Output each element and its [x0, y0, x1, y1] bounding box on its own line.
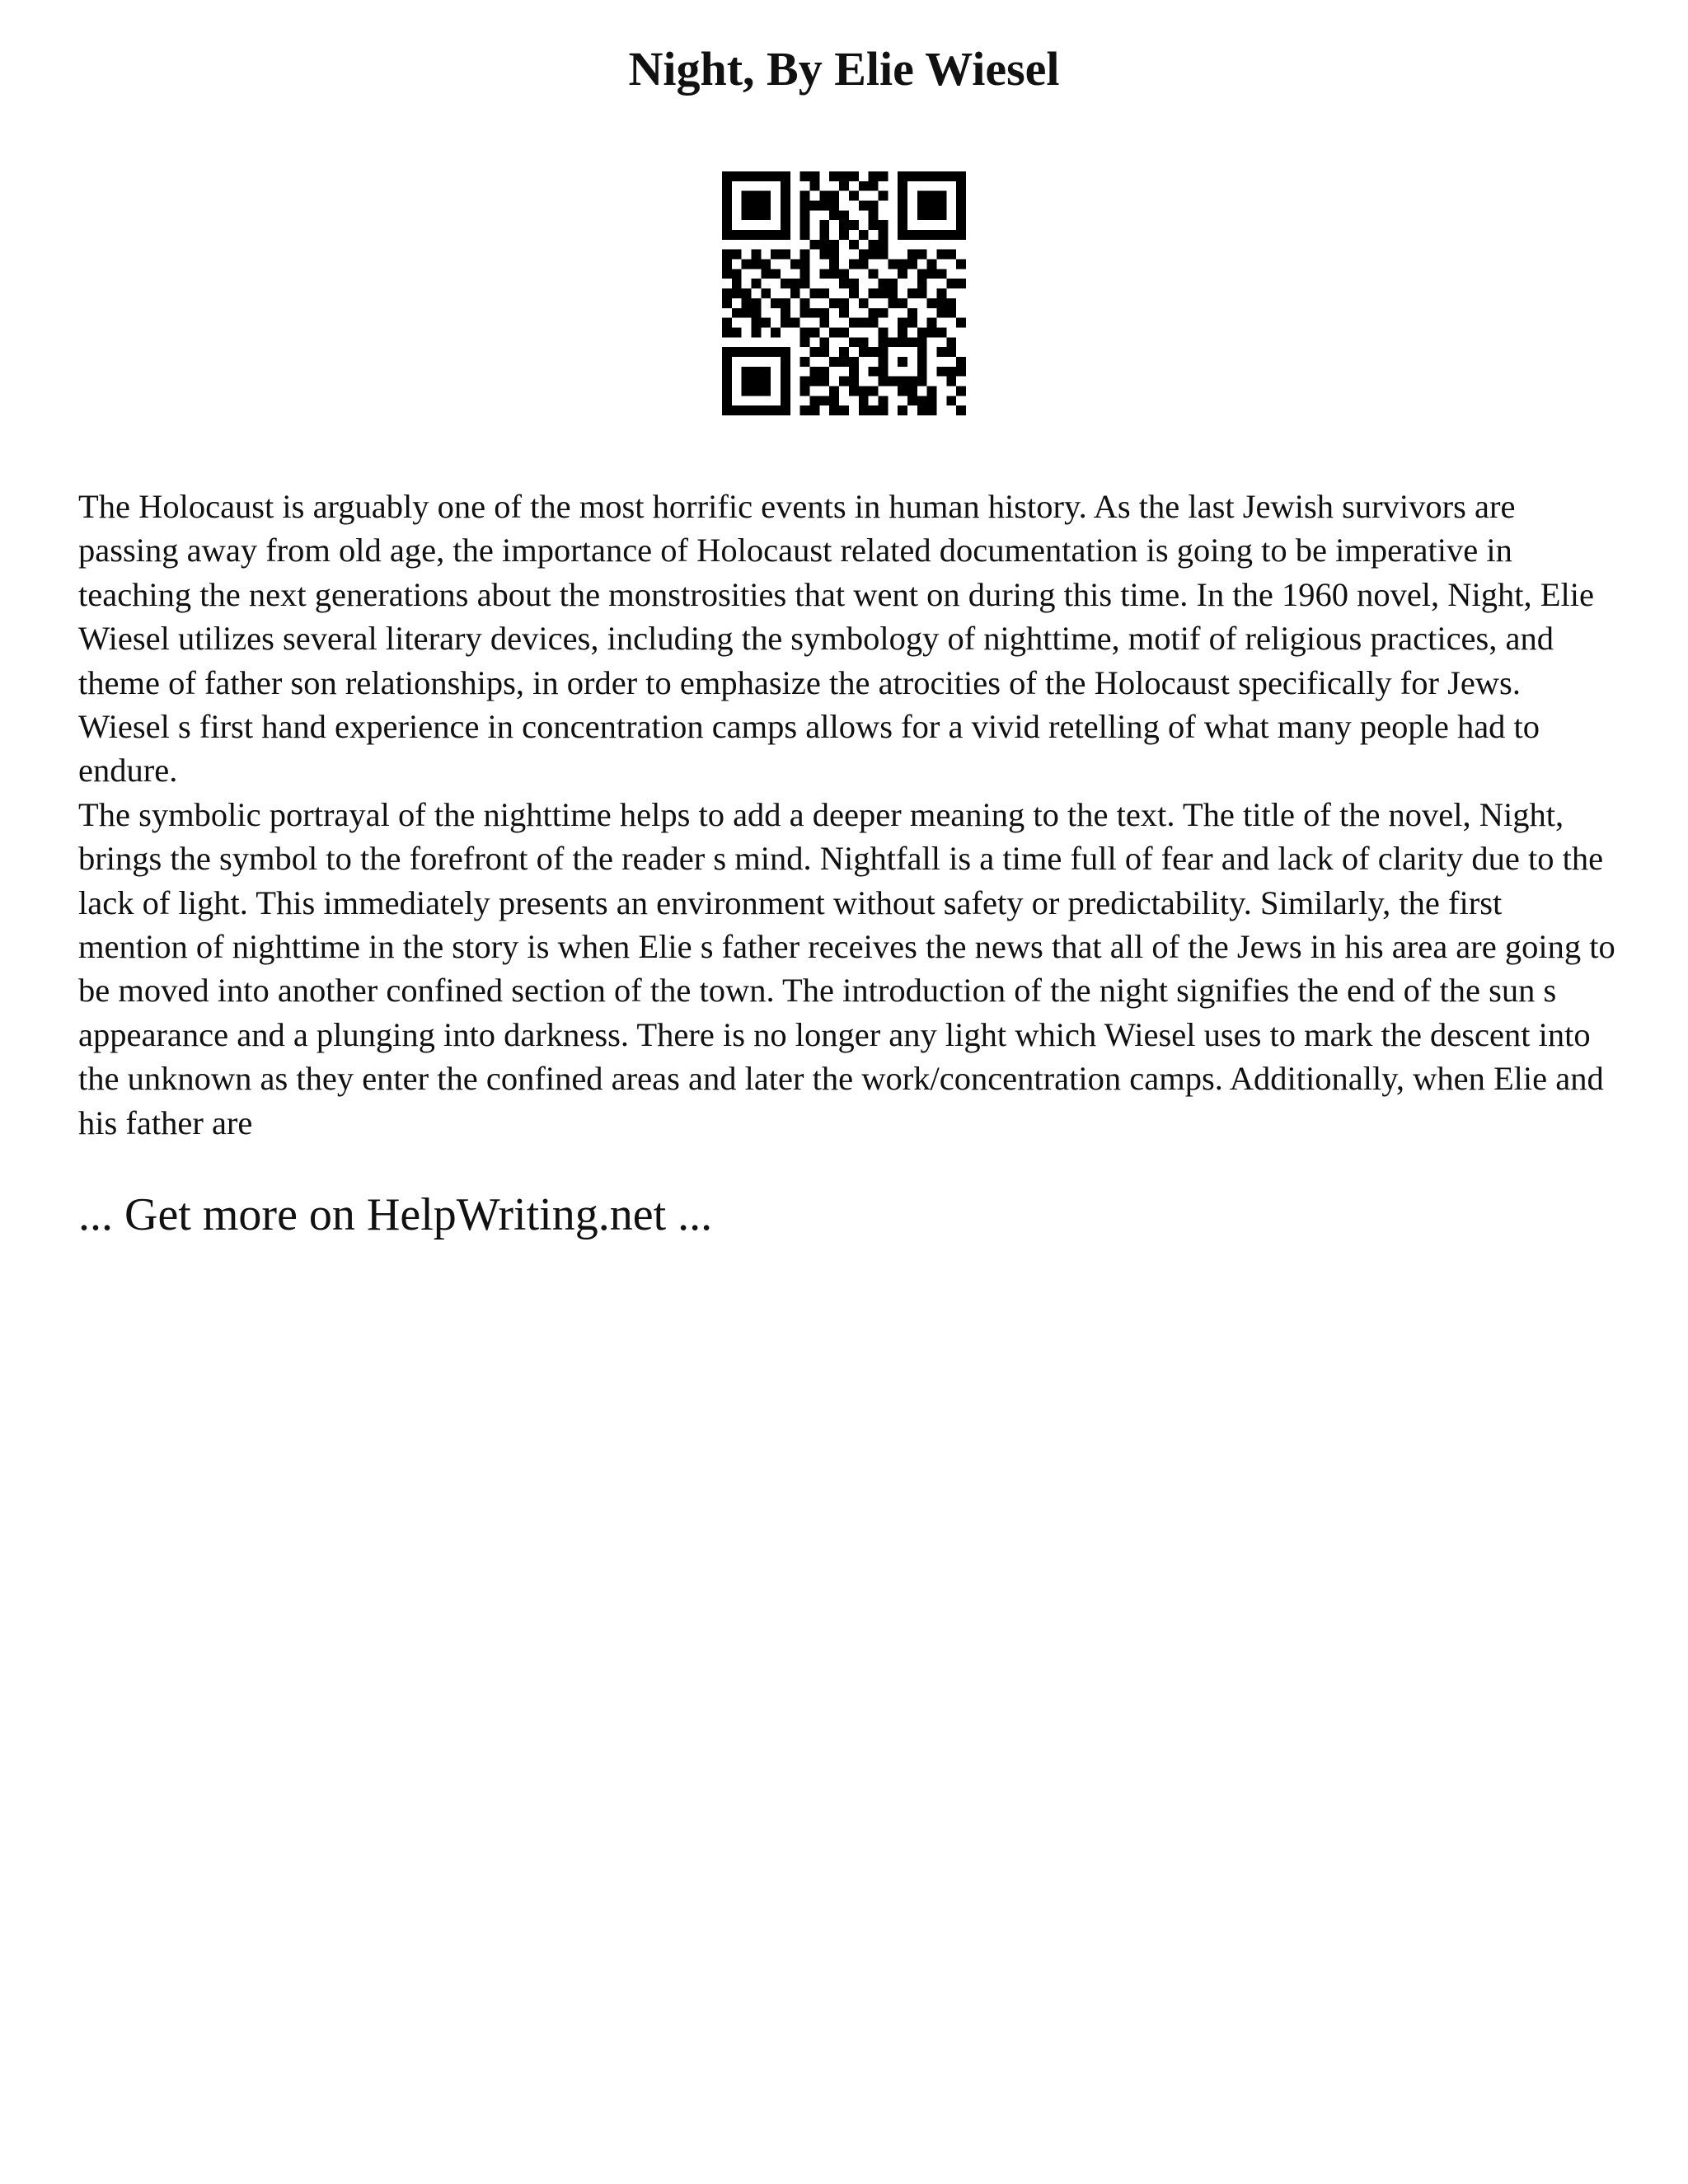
paragraph-2: The symbolic portrayal of the nighttime helps to add a deeper meaning to the text. The title of the novel, Night, brings the symbol to the forefront of the reader s mind. Nightfall is a time full of fear and lack of clarity due to the lack of light. This immediately presents an environment without safety or predictability. Similarly, the first mention of nighttime in the story is when Elie s father receives the news that all of the Jews in his area are going to be moved into another confined section of the town. The introduction of the night signifies the end of the sun s appearance and a plunging into darkness. There is no longer any light which Wiesel uses to mark the descent into the unknown as they enter the confined areas and later the work/concentration camps. Additionally, when Elie and his father are	[78, 795, 1615, 1141]
qr-code-graphic	[722, 171, 966, 415]
get-more-link[interactable]: ... Get more on HelpWriting.net ...	[78, 1189, 713, 1240]
paragraph-1: The Holocaust is arguably one of the most horrific events in human history. As the last Jewish survivors are passing away from old age, the importance of Holocaust related documentation is going to be imperative in teaching the next generations about the monstrosities that went on during this time. In the 1960 novel, Night, Elie Wiesel utilizes several literary devices, including the symbology of nighttime, motif of religious practices, and theme of father son relationships, in order to emphasize the atrocities of the Holocaust specifically for Jews. Wiesel s first hand experience in concentration camps allows for a vivid retelling of what many people had to endure.	[78, 488, 1595, 790]
essay-body	[78, 485, 1620, 1145]
page-title: Night, By Elie Wiesel	[628, 42, 1060, 96]
qr-code-icon	[722, 171, 966, 415]
